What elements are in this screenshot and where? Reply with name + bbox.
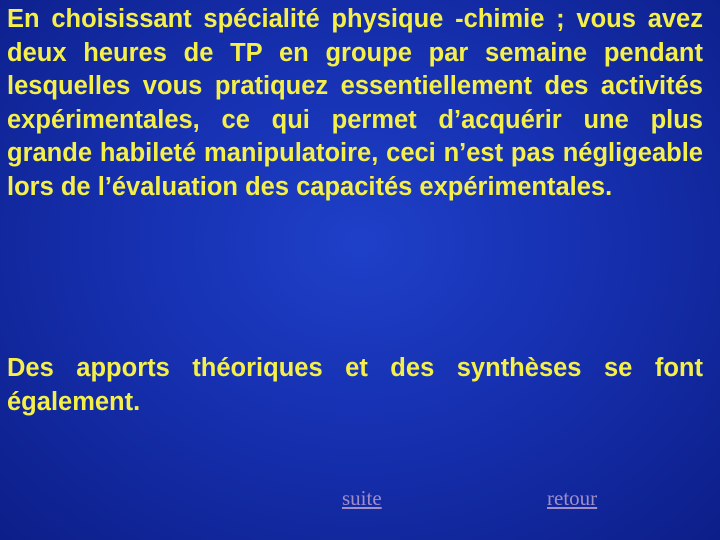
next-link[interactable]: suite — [342, 486, 382, 510]
intro-paragraph: En choisissant spécialité physique -chimie ; vous avez deux heures de TP en groupe par semaine pendant lesquelles vous pratiquez essentiellement des activités expérimentales, ce qui permet d’acquérir une plus grande habileté manipulatoire, ceci n’est pas négligeable lors de l’évaluation des capacités expérimentales. — [7, 5, 703, 201]
secondary-paragraph: Des apports théoriques et des synthèses se font également. — [7, 354, 703, 416]
back-link[interactable]: retour — [547, 486, 598, 510]
